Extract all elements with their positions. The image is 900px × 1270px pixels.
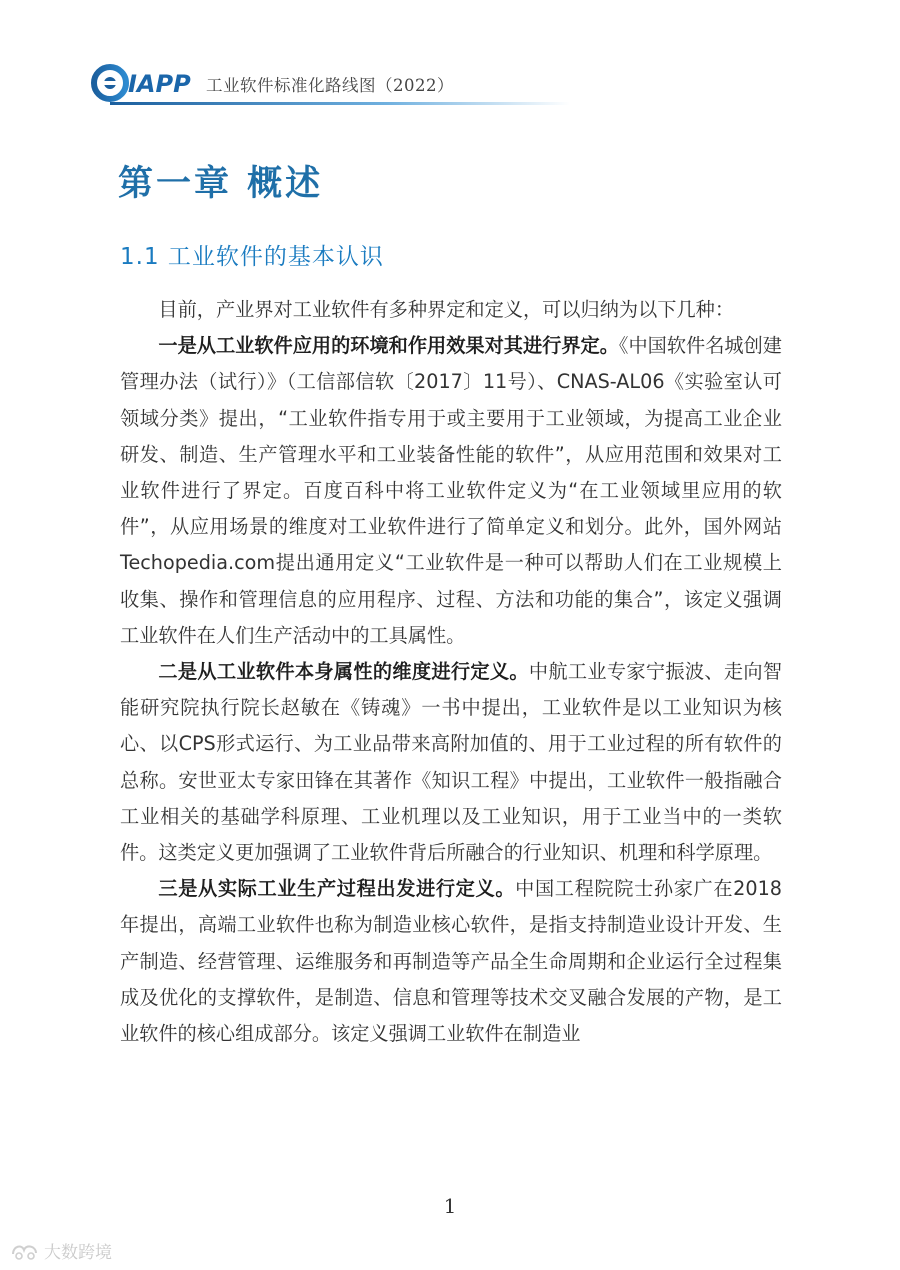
paragraph-text: 目前，产业界对工业软件有多种界定和定义，可以归纳为以下几种：: [158, 298, 735, 321]
chapter-title: 第一章 概述: [118, 163, 324, 204]
paragraph-lead: 二是从工业软件本身属性的维度进行定义。: [158, 660, 529, 684]
page-header: [90, 62, 550, 106]
paragraph: [120, 292, 782, 328]
paragraph-text: 《中国软件名城创建管理办法（试行）》（工信部信软〔2017〕11号）、CNAS-AL06《实验室认可领域分类》提出，“工业软件指专用于或主要用于工业领域，为提高工业企业研发、制造、生产管理水平和工业装备性能的软件”，从应用范围和效果对工业软件进行了界定。百度百科中将工业软件定义为“在工业领域里应用的软件”，从应用场景的维度对工业软件进行了简单定义和划分。此外，国外网站Techopedia.com提出通用定义“工业软件是一种可以帮助人们在工业规模上收集、操作和管理信息的应用程序、过程、方法和功能的集合”，该定义强调工业软件在人们生产活动中的工具属性。: [120, 334, 782, 647]
body-text: [120, 292, 782, 1052]
page-number: 1: [443, 1194, 457, 1218]
paragraph-lead: 一是从工业软件应用的环境和作用效果对其进行界定。: [158, 334, 619, 358]
paragraph-lead: 三是从实际工业生产过程出发进行定义。: [158, 877, 516, 901]
section-title: 1.1 工业软件的基本认识: [120, 244, 384, 270]
document-title: 工业软件标准化路线图（2022）: [206, 76, 454, 95]
ciapp-logo: [90, 62, 210, 102]
watermark-logo-icon: [10, 1240, 40, 1262]
header-divider: [110, 102, 570, 106]
paragraph: [120, 654, 782, 871]
paragraph-text: 中航工业专家宁振波、走向智能研究院执行院长赵敏在《铸魂》一书中提出，工业软件是以工业知识为核心、以CPS形式运行、为工业品带来高附加值的、用于工业过程的所有软件的总称。安世亚太专家田锋在其著作《知识工程》中提出，工业软件一般指融合工业相关的基础学科原理、工业机理以及工业知识，用于工业当中的一类软件。这类定义更加强调了工业软件背后所融合的行业知识、机理和科学原理。: [120, 660, 783, 865]
watermark: [10, 1238, 112, 1263]
paragraph-text: 中国工程院院士孙家广在2018年提出，高端工业软件也称为制造业核心软件，是指支持制造业设计开发、生产制造、经营管理、运维服务和再制造等产品全生命周期和企业运行全过程集成及优化的支撑软件，是制造、信息和管理等技术交叉融合发展的产物，是工业软件的核心组成部分。该定义强调工业软件在制造业: [120, 877, 783, 1046]
paragraph: [120, 871, 782, 1052]
watermark-text: 大数跨境: [44, 1243, 112, 1263]
paragraph: [120, 328, 782, 654]
svg-text:IAPP: IAPP: [128, 70, 191, 98]
